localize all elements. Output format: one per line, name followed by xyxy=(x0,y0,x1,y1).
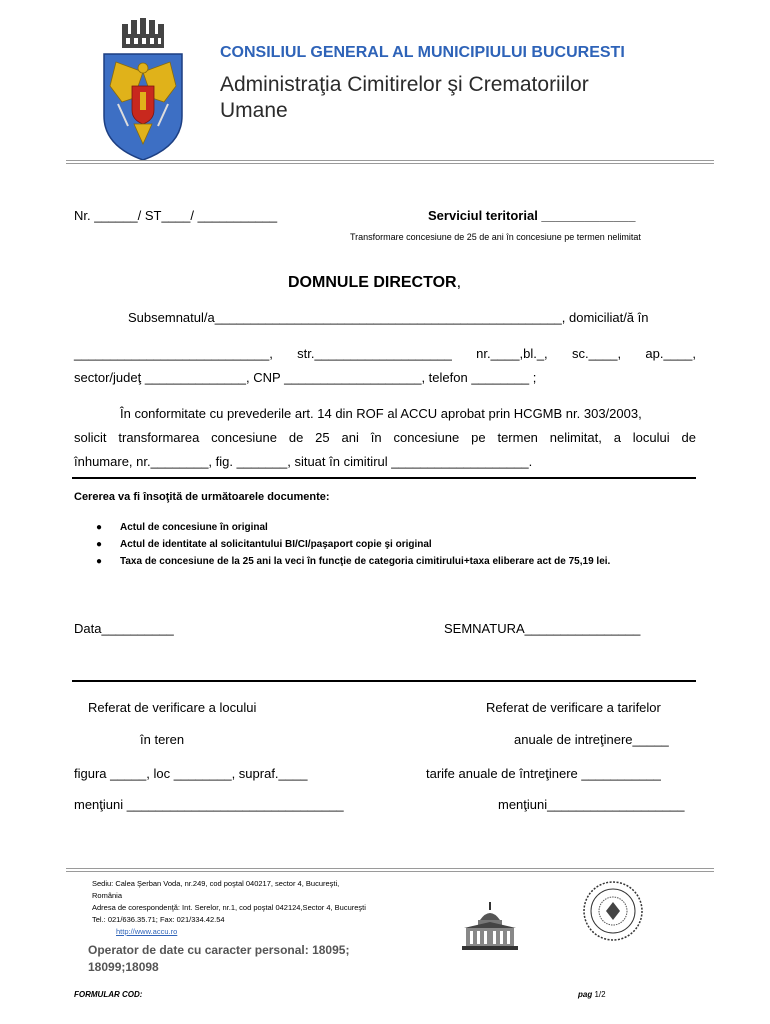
location-verification-subtitle: în teren xyxy=(140,732,185,747)
bullet-icon: ● xyxy=(96,539,103,550)
tariff-verification-title: Referat de verificare a tarifelor xyxy=(486,700,661,715)
paragraph-line-2: solicit transformarea concesiune de 25 ani în concesiune pe termen nelimitat, a locului de xyxy=(74,430,696,445)
form-code-label: FORMULAR COD: xyxy=(74,990,143,999)
headquarters-country: România xyxy=(92,891,123,900)
crematorium-building-logo xyxy=(460,902,520,952)
location-fields: figura _____, loc ________, supraf.____ xyxy=(74,766,308,781)
applicant-label: Subsemnatul/a xyxy=(128,310,215,325)
salutation xyxy=(288,274,461,292)
section-divider-2 xyxy=(72,680,696,682)
salutation-text: DOMNULE DIRECTOR xyxy=(288,274,457,291)
tariff-mentions: menţiuni___________________ xyxy=(498,797,685,812)
list-item xyxy=(96,519,610,536)
bullet-icon: ● xyxy=(96,522,103,533)
list-item xyxy=(96,536,610,553)
city-blank: ___________________________, xyxy=(74,346,273,361)
location-verification-title: Referat de verificare a locului xyxy=(88,700,257,715)
location-mentions: menţiuni ______________________________ xyxy=(74,797,344,812)
registration-number-line: Nr. ______/ ST____/ ___________ xyxy=(74,208,278,223)
page-indicator xyxy=(578,990,606,999)
applicant-blank: ________________________________________________ xyxy=(214,310,562,325)
paragraph-line-1: În conformitate cu prevederile art. 14 din ROF al ACCU aprobat prin HCGMB nr. 303/2003, xyxy=(120,406,642,421)
street-field: str.___________________ xyxy=(297,346,452,361)
page-label: pag xyxy=(578,990,593,999)
section-divider-1 xyxy=(72,477,696,479)
organization-name: CONSILIUL GENERAL AL MUNICIPIULUI BUCURESTI xyxy=(220,44,625,61)
headquarters-address: Sediu: Calea Şerban Voda, nr.249, cod poştal 040217, sector 4, Bucureşti, xyxy=(92,879,340,888)
title-line-2: Umane xyxy=(220,99,288,122)
address-line xyxy=(74,346,696,361)
sector-cnp-phone-line: sector/judeţ ______________, CNP ___________________, telefon ________ ; xyxy=(74,370,537,385)
list-item xyxy=(96,553,610,570)
bullet-icon: ● xyxy=(96,556,103,567)
website-link[interactable]: http://www.accu.ro xyxy=(116,927,178,936)
header-divider xyxy=(66,160,714,164)
correspondence-address: Adresa de corespondenţă: Int. Serelor, nr.1, cod poştal 042124,Sector 4, Bucureşti xyxy=(92,903,366,912)
data-operator-notice: Operator de date cu caracter personal: 18095; 18099;18098 xyxy=(88,943,350,974)
apartment-field: ap.____, xyxy=(645,346,696,361)
staircase-field: sc.____, xyxy=(571,346,622,361)
date-field: Data__________ xyxy=(74,621,174,636)
tariff-fields: tarife anuale de întreţinere ___________ xyxy=(426,766,661,781)
list-item-text: Actul de identitate al solicitantului BI/CI/paşaport copie şi original xyxy=(120,539,432,550)
contact-phone-fax: Tel.: 021/636.35.71; Fax: 021/334.42.54 xyxy=(92,915,225,924)
documents-heading: Cererea va fi însoţită de următoarele documente: xyxy=(74,491,330,503)
paragraph-line-3: înhumare, nr.________, fig. _______, situat în cimitirul ___________________. xyxy=(74,454,533,469)
number-block-field: nr.____,bl._, xyxy=(476,346,548,361)
subject-line: Transformare concesiune de 25 de ani în concesiune pe termen nelimitat xyxy=(350,232,641,242)
footer-address xyxy=(92,878,366,938)
institution-title xyxy=(220,72,640,124)
official-stamp xyxy=(582,880,644,942)
tariff-verification-subtitle: anuale de intreţinere_____ xyxy=(514,732,669,747)
title-line-1: Administraţia Cimitirelor şi Crematoriilor xyxy=(220,73,589,96)
salutation-comma: , xyxy=(456,274,462,291)
territorial-service-line: Serviciul teritorial _____________ xyxy=(428,208,636,223)
applicant-name-line xyxy=(128,310,648,325)
domicile-label: , domiciliat/ă în xyxy=(561,310,649,325)
coat-of-arms-logo xyxy=(98,16,188,162)
documents-list xyxy=(96,519,610,570)
list-item-text: Taxa de concesiune de la 25 ani la veci în funcţie de categoria cimitirului+taxa eliberare act de 75,19 lei. xyxy=(120,556,611,567)
footer-divider xyxy=(66,868,714,872)
list-item-text: Actul de concesiune în original xyxy=(120,522,268,533)
page-number: 1/2 xyxy=(594,990,606,999)
signature-field: SEMNATURA________________ xyxy=(444,621,641,636)
